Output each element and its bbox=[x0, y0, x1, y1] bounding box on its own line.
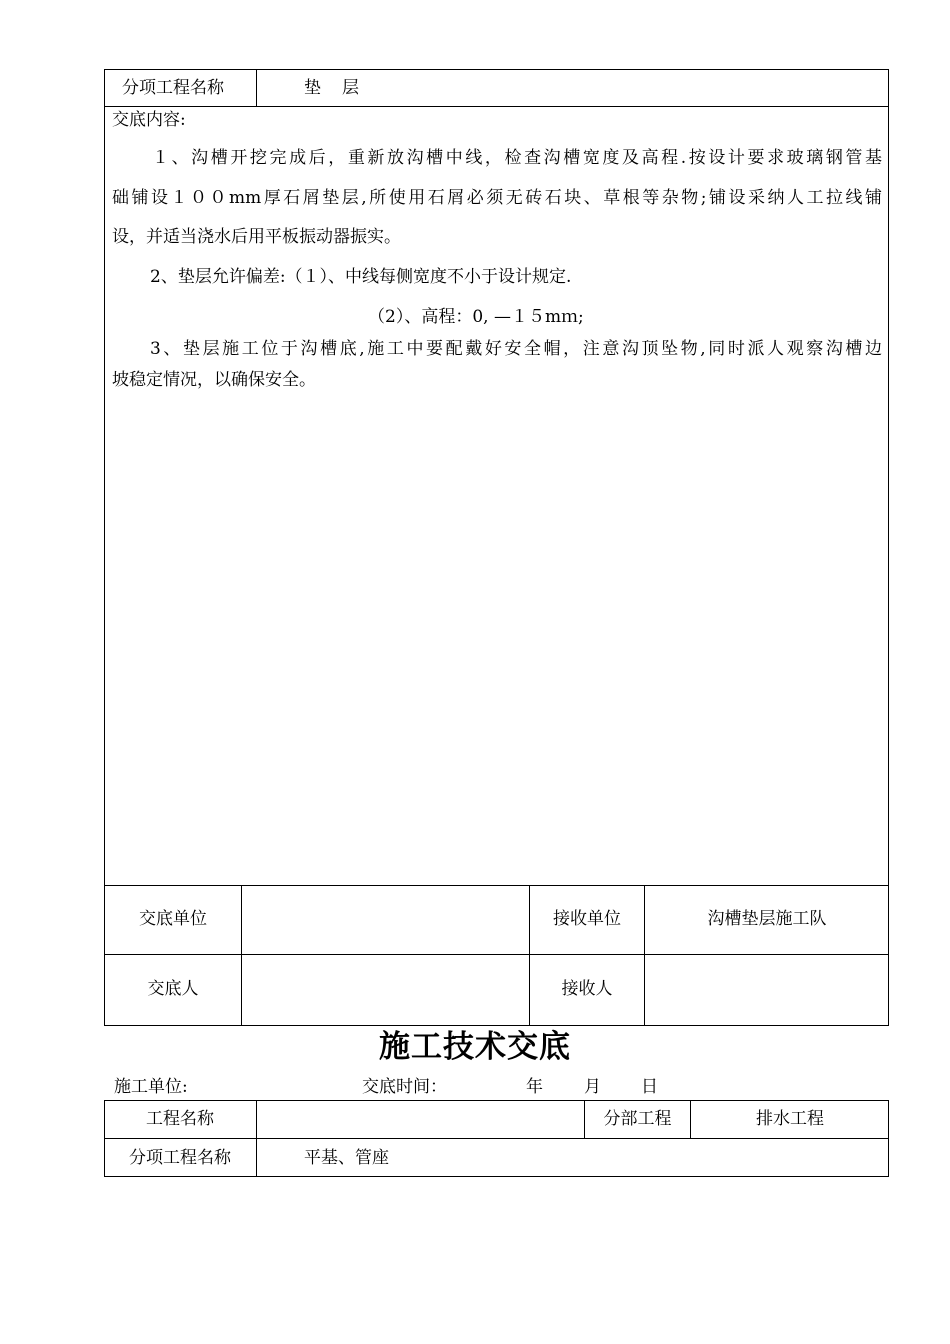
content-line-2: 础铺设１００mm厚石屑垫层,所使用石屑必须无砖石块、草根等杂物;铺设采纳人工拉线铺 bbox=[112, 188, 882, 208]
second-subitem-value: 平基、管座 bbox=[304, 1148, 389, 1168]
handover-person-label: 交底人 bbox=[147, 979, 199, 999]
doc-title: 施工技术交底 bbox=[379, 1029, 571, 1065]
sign-top-line bbox=[104, 885, 889, 886]
division-label: 分部工程 bbox=[603, 1109, 672, 1129]
sign-divider-1 bbox=[241, 885, 242, 1026]
second-subitem-label: 分项工程名称 bbox=[129, 1148, 231, 1168]
content-line-6: 3、垫层施工位于沟槽底,施工中要配戴好安全帽，注意沟顶坠物,同时派人观察沟槽边 bbox=[150, 339, 882, 359]
content-line-1: １、沟槽开挖完成后，重新放沟槽中线，检查沟槽宽度及高程.按设计要求玻璃钢管基 bbox=[152, 148, 882, 168]
content-line-7: 坡稳定情况，以确保安全。 bbox=[112, 370, 316, 390]
top-table-frame bbox=[104, 69, 889, 1026]
handover-unit-label: 交底单位 bbox=[139, 909, 207, 929]
top-row1-divider bbox=[256, 69, 257, 107]
handover-time-label: 交底时间： bbox=[362, 1077, 447, 1097]
day-label: 日 bbox=[641, 1077, 658, 1097]
top-row1-bottom bbox=[104, 106, 889, 107]
project-name-label: 工程名称 bbox=[146, 1109, 214, 1129]
content-line-3: 设，并适当浇水后用平板振动器振实。 bbox=[112, 227, 401, 247]
receiver-person-label: 接收人 bbox=[561, 979, 613, 999]
year-label: 年 bbox=[526, 1077, 543, 1097]
content-heading: 交底内容: bbox=[112, 110, 186, 130]
division-value: 排水工程 bbox=[756, 1109, 824, 1129]
sign-middle-line bbox=[104, 954, 889, 955]
subitem-value: 垫 层 bbox=[304, 78, 361, 98]
receiver-unit-label: 接收单位 bbox=[553, 909, 621, 929]
month-label: 月 bbox=[584, 1077, 601, 1097]
info-col-divider-1 bbox=[256, 1100, 257, 1177]
content-line-5: （2）、高程：0, —１５mｍ; bbox=[368, 307, 584, 327]
content-line-4: 2、垫层允许偏差:（１）、中线每侧宽度不小于设计规定. bbox=[150, 267, 572, 287]
sign-divider-2 bbox=[529, 885, 530, 1026]
receiver-unit-value: 沟槽垫层施工队 bbox=[707, 909, 827, 929]
info-row-divider bbox=[104, 1138, 889, 1139]
construction-unit-label: 施工单位: bbox=[114, 1077, 188, 1097]
sign-divider-3 bbox=[644, 885, 645, 1026]
subitem-label: 分项工程名称 bbox=[122, 78, 224, 98]
